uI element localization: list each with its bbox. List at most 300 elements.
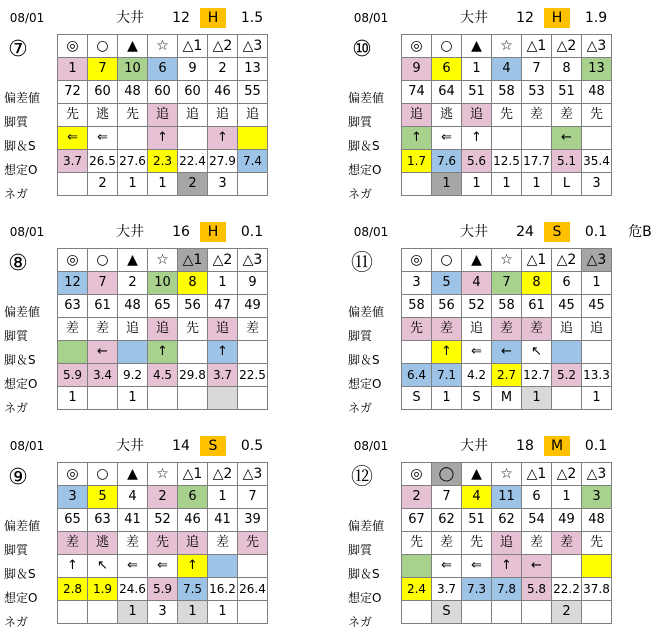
table-row <box>402 173 612 196</box>
race-number: ⑧ <box>8 251 28 276</box>
table-cell: 2 <box>148 486 178 509</box>
table-cell: 追 <box>402 104 432 127</box>
table-cell: 1 <box>178 601 208 624</box>
row-label: 偏差値 <box>4 305 41 319</box>
table-cell: 1 <box>462 173 492 196</box>
table-cell: 追 <box>178 532 208 555</box>
race-header <box>0 4 326 30</box>
table-cell: △1 <box>522 463 552 486</box>
table-row <box>58 104 268 127</box>
table-cell: S <box>432 601 462 624</box>
table-cell: △2 <box>552 249 582 272</box>
table-cell: 10 <box>148 272 178 295</box>
table-cell: ← <box>522 555 552 578</box>
table-cell: 9 <box>178 58 208 81</box>
table-cell: 51 <box>552 81 582 104</box>
table-row <box>402 150 612 173</box>
table-cell <box>402 601 432 624</box>
table-cell <box>582 341 612 364</box>
table-cell: 追 <box>462 318 492 341</box>
table-cell: ↑ <box>148 127 178 150</box>
table-cell: 差 <box>432 532 462 555</box>
race-grade-badge: S <box>544 222 570 242</box>
table-cell: 1 <box>118 173 148 196</box>
table-cell: 46 <box>208 81 238 104</box>
race-card <box>0 218 326 424</box>
table-cell: 58 <box>492 81 522 104</box>
table-cell <box>522 127 552 150</box>
table-cell <box>88 387 118 410</box>
table-row <box>58 601 268 624</box>
table-row <box>402 81 612 104</box>
table-cell: 26.5 <box>88 150 118 173</box>
table-cell: 10 <box>118 58 148 81</box>
table-cell: ○ <box>88 249 118 272</box>
table-cell: △3 <box>238 463 268 486</box>
table-cell: 7.1 <box>432 364 462 387</box>
table-cell: 差 <box>552 104 582 127</box>
table-row <box>402 364 612 387</box>
table-cell: 49 <box>552 509 582 532</box>
table-cell: 60 <box>88 81 118 104</box>
table-cell: ↖ <box>88 555 118 578</box>
race-number: ⑫ <box>350 465 373 490</box>
table-cell <box>58 341 88 364</box>
table-cell: 5.8 <box>522 578 552 601</box>
table-cell: 先 <box>58 104 88 127</box>
table-cell: 差 <box>58 532 88 555</box>
race-header <box>0 218 326 244</box>
table-cell: 差 <box>238 318 268 341</box>
table-cell: 先 <box>582 532 612 555</box>
table-cell: △1 <box>522 35 552 58</box>
table-cell: ◎ <box>402 249 432 272</box>
table-cell: 追 <box>118 318 148 341</box>
table-cell: 22.5 <box>238 364 268 387</box>
race-grade-badge: S <box>200 436 226 456</box>
table-cell: 6 <box>148 58 178 81</box>
table-cell <box>238 173 268 196</box>
table-cell: 5 <box>88 486 118 509</box>
race-table <box>401 462 612 624</box>
table-cell: ▲ <box>118 35 148 58</box>
table-cell: ○ <box>88 463 118 486</box>
race-value: 1.9 <box>584 10 608 26</box>
table-cell: 7 <box>432 486 462 509</box>
row-label: 脚＆S <box>348 353 380 367</box>
table-cell: 差 <box>492 318 522 341</box>
table-cell: 9 <box>238 272 268 295</box>
table-cell: 先 <box>402 318 432 341</box>
table-cell: △3 <box>238 35 268 58</box>
row-label: ネガ <box>348 187 373 201</box>
row-label: ネガ <box>4 401 29 415</box>
row-labels <box>0 300 58 420</box>
table-cell: 追 <box>552 318 582 341</box>
table-cell: 39 <box>238 509 268 532</box>
table-cell: 8 <box>522 272 552 295</box>
table-cell <box>118 341 148 364</box>
table-cell: 1 <box>148 173 178 196</box>
table-cell: 先 <box>462 532 492 555</box>
table-cell: ↑ <box>432 341 462 364</box>
race-value: 0.1 <box>584 224 608 240</box>
race-extra <box>620 8 660 28</box>
table-cell: 1 <box>58 387 88 410</box>
table-cell: ◎ <box>58 249 88 272</box>
table-row <box>58 463 268 486</box>
table-cell: △2 <box>208 35 238 58</box>
race-grade-badge: M <box>544 436 570 456</box>
table-cell: 7.3 <box>462 578 492 601</box>
table-cell: 27.9 <box>208 150 238 173</box>
row-label: 偏差値 <box>348 519 385 533</box>
table-row <box>58 81 268 104</box>
table-cell: 47 <box>208 295 238 318</box>
table-row <box>58 173 268 196</box>
race-date: 08/01 <box>9 11 45 25</box>
table-cell: 7 <box>238 486 268 509</box>
race-number: ⑩ <box>352 37 372 62</box>
table-cell: 63 <box>58 295 88 318</box>
table-cell: 55 <box>238 81 268 104</box>
table-row <box>58 249 268 272</box>
table-cell: 11 <box>492 486 522 509</box>
table-cell <box>238 127 268 150</box>
table-cell <box>58 173 88 196</box>
table-cell: 差 <box>522 104 552 127</box>
table-cell: ☆ <box>492 249 522 272</box>
race-value: 0.1 <box>584 438 608 454</box>
table-cell: 7 <box>88 272 118 295</box>
table-row <box>402 249 612 272</box>
row-label: 脚＆S <box>4 353 36 367</box>
table-row <box>58 318 268 341</box>
table-cell: 5.6 <box>462 150 492 173</box>
table-cell <box>178 127 208 150</box>
table-cell: ↑ <box>492 555 522 578</box>
race-date: 08/01 <box>353 11 389 25</box>
table-cell: 2 <box>178 173 208 196</box>
table-cell: 3.4 <box>88 364 118 387</box>
table-cell: 追 <box>492 532 522 555</box>
table-cell: △2 <box>552 463 582 486</box>
race-date: 08/01 <box>353 439 389 453</box>
table-cell: ⇐ <box>432 127 462 150</box>
table-cell: 先 <box>582 104 612 127</box>
table-row <box>402 387 612 410</box>
table-cell: 差 <box>88 318 118 341</box>
table-cell: 56 <box>178 295 208 318</box>
table-cell: L <box>552 173 582 196</box>
race-number: ⑨ <box>8 465 28 490</box>
table-cell: ☆ <box>148 35 178 58</box>
table-cell: 1 <box>208 486 238 509</box>
table-cell: 24.6 <box>118 578 148 601</box>
table-cell: 41 <box>118 509 148 532</box>
table-cell: ○ <box>432 35 462 58</box>
table-cell: ← <box>552 127 582 150</box>
race-table <box>57 34 268 196</box>
table-cell <box>238 387 268 410</box>
table-cell: ◯ <box>432 463 462 486</box>
table-cell: ↑ <box>208 127 238 150</box>
table-cell: ⇐ <box>58 127 88 150</box>
table-cell: 3 <box>402 272 432 295</box>
table-row <box>402 272 612 295</box>
race-header <box>344 218 670 244</box>
table-cell: 12 <box>58 272 88 295</box>
table-row <box>402 555 612 578</box>
table-cell: 5.9 <box>148 578 178 601</box>
table-cell: ↑ <box>208 341 238 364</box>
table-cell: △1 <box>178 249 208 272</box>
race-card <box>344 4 670 210</box>
table-cell: 65 <box>58 509 88 532</box>
row-label: 偏差値 <box>348 91 385 105</box>
race-card <box>0 4 326 210</box>
table-cell: 7 <box>522 58 552 81</box>
table-cell: ▲ <box>462 249 492 272</box>
row-label: 想定O <box>4 163 38 177</box>
race-date: 08/01 <box>9 439 45 453</box>
table-row <box>402 104 612 127</box>
table-cell: 5.2 <box>552 364 582 387</box>
race-distance: 24 <box>516 224 534 240</box>
table-cell: 3.7 <box>58 150 88 173</box>
table-cell: 1 <box>582 272 612 295</box>
table-cell: 逃 <box>432 104 462 127</box>
table-cell <box>238 555 268 578</box>
table-row <box>58 58 268 81</box>
race-header <box>344 432 670 458</box>
table-cell: ◎ <box>402 463 432 486</box>
table-cell: ○ <box>432 249 462 272</box>
row-label: 偏差値 <box>348 305 385 319</box>
table-row <box>58 295 268 318</box>
table-cell <box>178 341 208 364</box>
table-cell: S <box>462 387 492 410</box>
table-cell: ☆ <box>148 249 178 272</box>
table-row <box>402 127 612 150</box>
table-cell: 13.3 <box>582 364 612 387</box>
row-labels <box>0 514 58 634</box>
table-cell: △3 <box>582 463 612 486</box>
table-cell: 48 <box>582 81 612 104</box>
row-labels <box>344 300 402 420</box>
row-label: ネガ <box>4 187 29 201</box>
table-cell: 1 <box>432 173 462 196</box>
table-cell: 35.4 <box>582 150 612 173</box>
table-cell: ↑ <box>58 555 88 578</box>
table-cell: 48 <box>582 509 612 532</box>
row-label: 脚＆S <box>4 567 36 581</box>
row-label: ネガ <box>348 401 373 415</box>
table-cell <box>492 601 522 624</box>
race-extra <box>276 436 316 456</box>
table-cell: ↑ <box>462 127 492 150</box>
table-cell: ▲ <box>462 463 492 486</box>
table-cell <box>402 173 432 196</box>
table-cell: 53 <box>522 81 552 104</box>
table-row <box>402 578 612 601</box>
table-cell: 1.9 <box>88 578 118 601</box>
table-cell: 先 <box>402 532 432 555</box>
table-row <box>402 486 612 509</box>
table-cell: 7 <box>88 58 118 81</box>
row-labels <box>344 86 402 206</box>
table-cell: 8 <box>178 272 208 295</box>
table-cell: 差 <box>522 318 552 341</box>
table-cell: △2 <box>208 463 238 486</box>
table-cell: 1 <box>208 272 238 295</box>
table-cell: △1 <box>522 249 552 272</box>
table-cell <box>118 127 148 150</box>
race-header <box>344 4 670 30</box>
race-extra <box>276 222 316 242</box>
table-cell: 29.8 <box>178 364 208 387</box>
table-row <box>58 578 268 601</box>
table-cell: 51 <box>462 81 492 104</box>
table-cell: ⇐ <box>432 555 462 578</box>
table-cell: 3 <box>582 173 612 196</box>
table-cell: 追 <box>208 318 238 341</box>
table-row <box>58 364 268 387</box>
table-cell: 追 <box>582 318 612 341</box>
table-cell: 61 <box>88 295 118 318</box>
table-cell <box>492 127 522 150</box>
table-cell: 6 <box>552 272 582 295</box>
race-value: 1.5 <box>240 10 264 26</box>
table-cell: 4.2 <box>462 364 492 387</box>
table-cell: 58 <box>492 295 522 318</box>
race-extra: 危B <box>628 224 652 240</box>
table-cell <box>208 387 238 410</box>
table-cell: 4 <box>492 58 522 81</box>
table-row <box>58 509 268 532</box>
table-cell: 1 <box>432 387 462 410</box>
table-cell: 17.7 <box>522 150 552 173</box>
row-labels <box>344 514 402 634</box>
table-cell: 1 <box>58 58 88 81</box>
table-cell: 8 <box>552 58 582 81</box>
row-label: 偏差値 <box>4 91 41 105</box>
row-label: 想定O <box>348 377 382 391</box>
table-cell: 48 <box>118 295 148 318</box>
table-cell: 3.7 <box>432 578 462 601</box>
table-cell: 58 <box>402 295 432 318</box>
table-cell: 4 <box>462 272 492 295</box>
table-cell: 2 <box>88 173 118 196</box>
race-table <box>401 248 612 410</box>
table-cell: 追 <box>148 318 178 341</box>
race-grade-badge: H <box>200 8 226 28</box>
table-cell: ← <box>88 341 118 364</box>
table-cell: 2 <box>208 58 238 81</box>
table-cell: 追 <box>462 104 492 127</box>
table-cell: 65 <box>148 295 178 318</box>
table-cell <box>582 127 612 150</box>
race-card <box>344 218 670 424</box>
table-row <box>402 463 612 486</box>
race-distance: 18 <box>516 438 534 454</box>
table-cell: 先 <box>118 104 148 127</box>
table-cell: ↑ <box>148 341 178 364</box>
row-label: 偏差値 <box>4 519 41 533</box>
table-cell: ◎ <box>58 35 88 58</box>
table-cell: 1 <box>552 486 582 509</box>
table-cell: 逃 <box>88 104 118 127</box>
table-cell <box>238 601 268 624</box>
row-label: 脚質 <box>4 543 29 557</box>
table-cell: 差 <box>432 318 462 341</box>
table-row <box>402 341 612 364</box>
table-cell: 3 <box>582 486 612 509</box>
table-cell: 60 <box>178 81 208 104</box>
table-cell: ○ <box>88 35 118 58</box>
table-cell: △1 <box>178 35 208 58</box>
table-cell <box>552 387 582 410</box>
table-cell: ← <box>492 341 522 364</box>
table-cell <box>58 601 88 624</box>
row-labels <box>0 86 58 206</box>
table-row <box>58 341 268 364</box>
table-cell: ⇐ <box>88 127 118 150</box>
table-cell: 62 <box>492 509 522 532</box>
race-number: ⑪ <box>350 251 373 276</box>
table-cell: 52 <box>462 295 492 318</box>
table-cell: 67 <box>402 509 432 532</box>
table-cell: 4.5 <box>148 364 178 387</box>
race-extra <box>276 8 316 28</box>
race-venue: 大井 <box>460 10 488 26</box>
table-cell: △3 <box>582 249 612 272</box>
table-row <box>58 555 268 578</box>
table-cell: 1 <box>582 387 612 410</box>
table-cell: 49 <box>238 295 268 318</box>
table-cell: 追 <box>178 104 208 127</box>
table-cell: 12.7 <box>522 364 552 387</box>
race-date: 08/01 <box>353 225 389 239</box>
row-label: 想定O <box>4 591 38 605</box>
table-cell: 2.4 <box>402 578 432 601</box>
table-row <box>402 35 612 58</box>
table-cell: 62 <box>432 509 462 532</box>
race-table <box>57 248 268 410</box>
table-cell: 63 <box>88 509 118 532</box>
table-cell: △2 <box>208 249 238 272</box>
table-cell: 1 <box>462 58 492 81</box>
table-cell: 16.2 <box>208 578 238 601</box>
row-label: 脚＆S <box>348 139 380 153</box>
table-row <box>402 295 612 318</box>
table-cell: 52 <box>148 509 178 532</box>
table-cell: 2.3 <box>148 150 178 173</box>
table-cell <box>522 601 552 624</box>
table-cell: 48 <box>118 81 148 104</box>
table-cell: 72 <box>58 81 88 104</box>
table-cell: 6 <box>178 486 208 509</box>
table-row <box>58 486 268 509</box>
table-cell: ☆ <box>148 463 178 486</box>
table-cell: 3 <box>148 601 178 624</box>
table-cell: 7.4 <box>238 150 268 173</box>
table-row <box>58 387 268 410</box>
race-distance: 14 <box>172 438 190 454</box>
race-value: 0.1 <box>240 224 264 240</box>
table-cell: ⇐ <box>462 341 492 364</box>
race-card <box>0 432 326 638</box>
